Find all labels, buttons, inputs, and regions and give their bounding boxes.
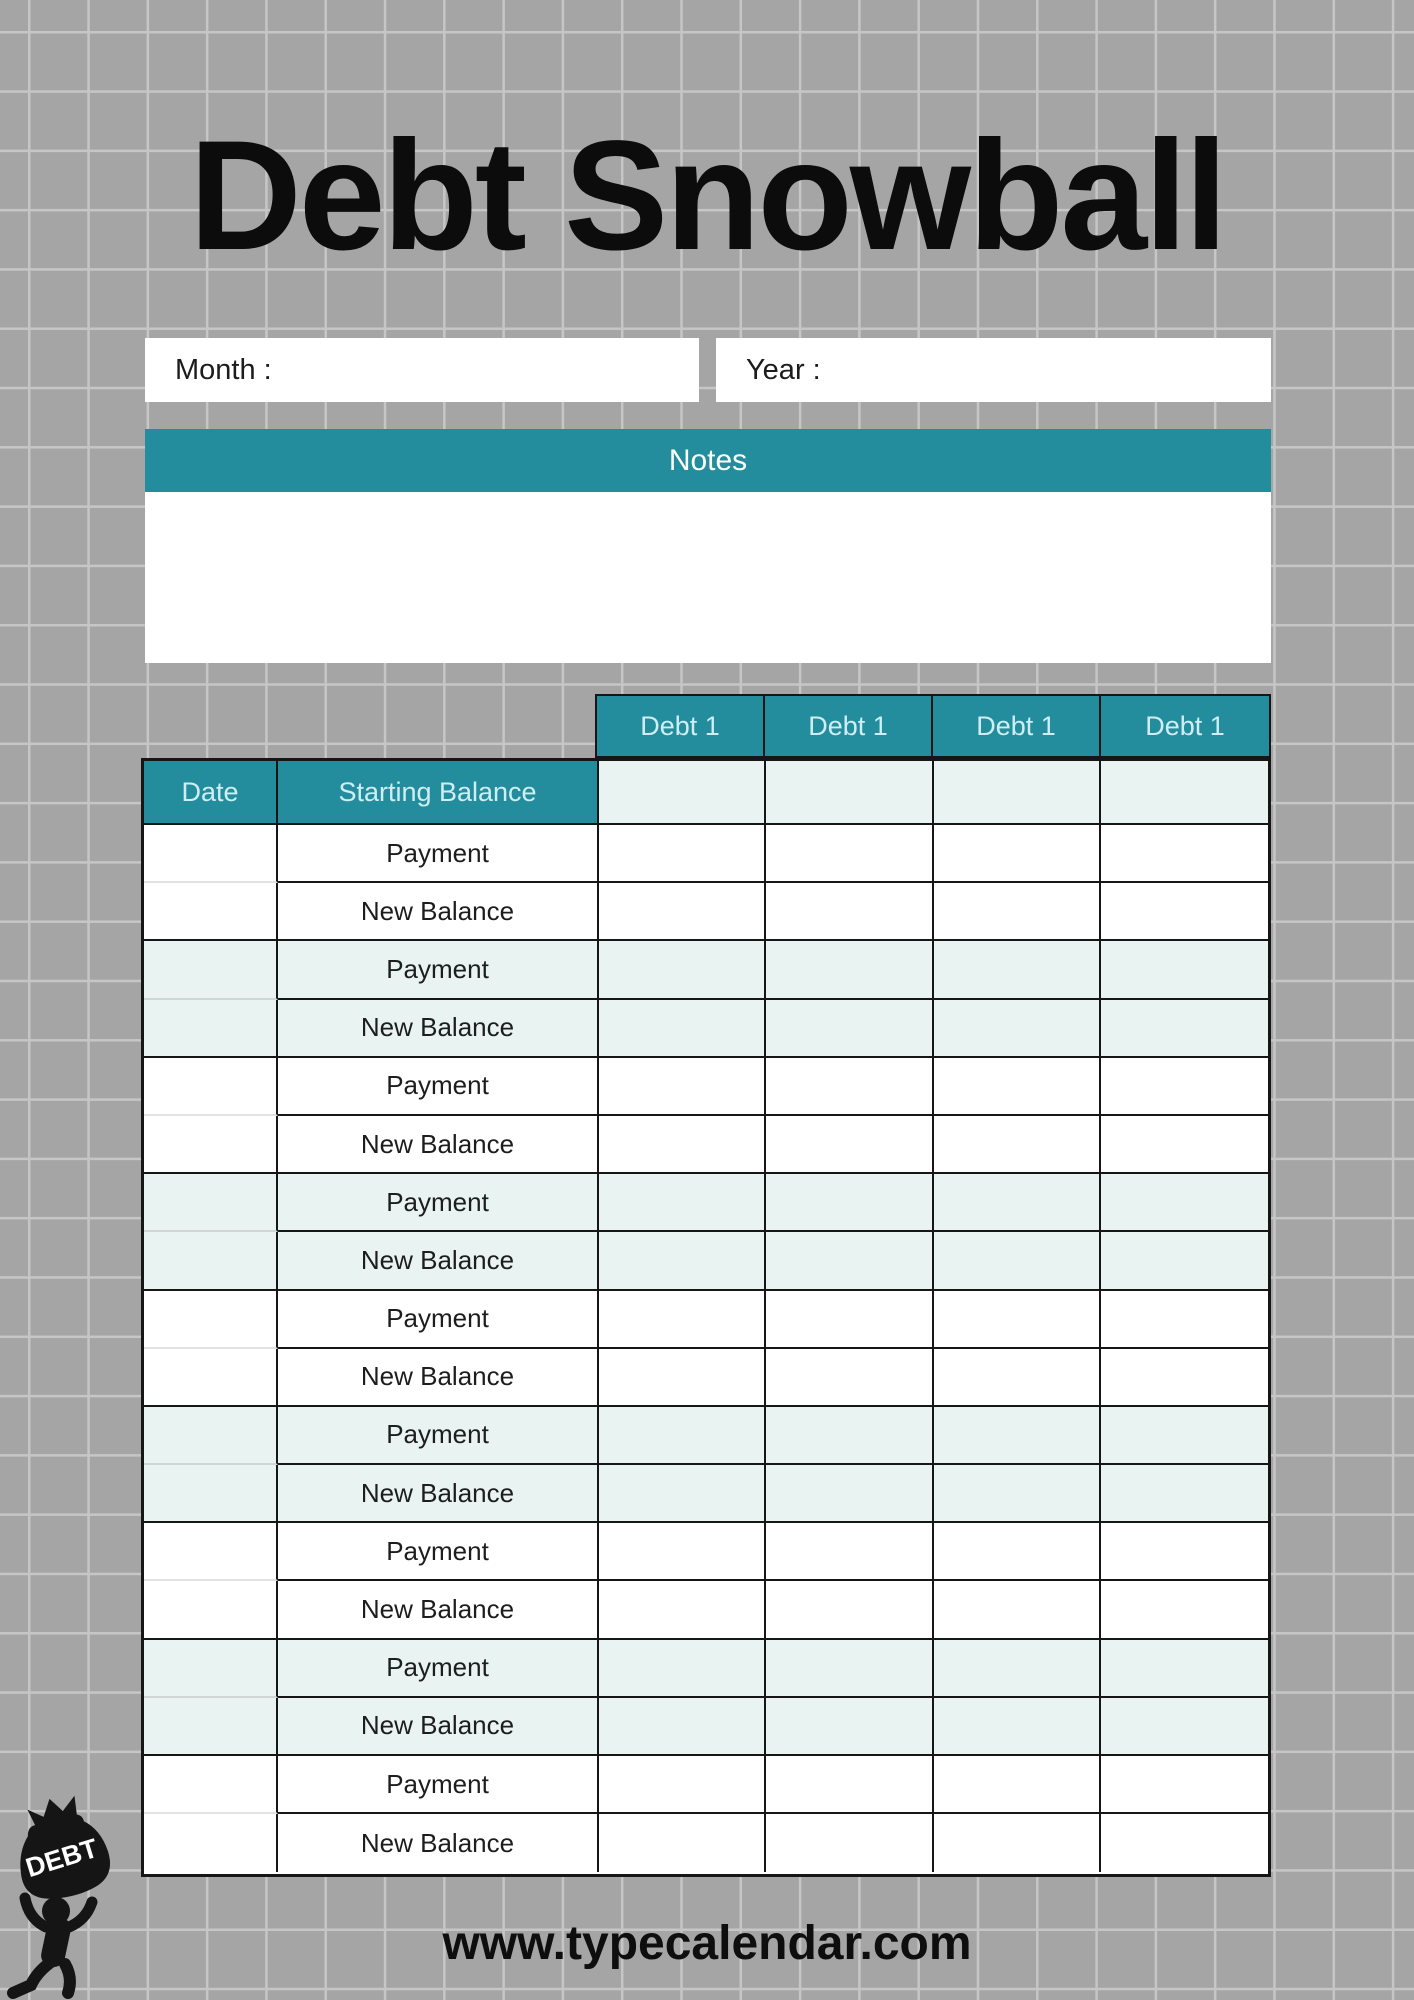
row-label: New Balance <box>278 883 599 941</box>
debt-value-cell[interactable] <box>934 1756 1101 1814</box>
debt-value-cell[interactable] <box>934 1058 1101 1116</box>
debt-value-cell[interactable] <box>599 1756 766 1814</box>
debt-value-cell[interactable] <box>1101 1814 1268 1872</box>
date-cell[interactable] <box>144 883 278 941</box>
row-label: Payment <box>278 1640 599 1698</box>
debt-value-cell[interactable] <box>599 1116 766 1174</box>
month-label: Month : <box>175 354 272 386</box>
starting-balance-cell[interactable] <box>1101 761 1268 825</box>
debt-value-cell[interactable] <box>599 883 766 941</box>
year-label: Year : <box>746 354 821 386</box>
notes-input-area[interactable] <box>145 492 1271 663</box>
starting-balance-cell[interactable] <box>934 761 1101 825</box>
debt-column-header: Debt 1 <box>933 696 1101 756</box>
debt-value-cell[interactable] <box>1101 1407 1268 1465</box>
debt-value-cell[interactable] <box>599 1523 766 1581</box>
debt-value-cell[interactable] <box>599 1291 766 1349</box>
debt-column-header: Debt 1 <box>765 696 933 756</box>
debt-value-cell[interactable] <box>1101 1756 1268 1814</box>
debt-value-cell[interactable] <box>766 1058 933 1116</box>
debt-value-cell[interactable] <box>766 1000 933 1058</box>
date-cell[interactable] <box>144 1465 278 1523</box>
debt-value-cell[interactable] <box>1101 1581 1268 1639</box>
debt-column-header: Debt 1 <box>597 696 765 756</box>
row-label: Payment <box>278 1174 599 1232</box>
row-label: Payment <box>278 1407 599 1465</box>
row-label: New Balance <box>278 1698 599 1756</box>
debt-value-cell[interactable] <box>766 825 933 883</box>
debt-value-cell[interactable] <box>934 1000 1101 1058</box>
debt-value-cell[interactable] <box>934 1349 1101 1407</box>
debt-value-cell[interactable] <box>599 1232 766 1290</box>
date-cell[interactable] <box>144 825 278 883</box>
website-link: www.typecalendar.com <box>442 1917 972 1970</box>
debt-value-cell[interactable] <box>1101 1232 1268 1290</box>
debt-value-cell[interactable] <box>599 941 766 999</box>
row-label: New Balance <box>278 1349 599 1407</box>
year-field[interactable] <box>716 338 1271 402</box>
debt-value-cell[interactable] <box>934 1814 1101 1872</box>
debt-bag-icon <box>6 1793 114 2000</box>
debt-value-cell[interactable] <box>766 1232 933 1290</box>
row-label: Payment <box>278 1756 599 1814</box>
date-cell[interactable] <box>144 1581 278 1639</box>
date-cell[interactable] <box>144 1291 278 1349</box>
date-cell[interactable] <box>144 1698 278 1756</box>
debt-value-cell[interactable] <box>766 1581 933 1639</box>
starting-balance-header: Starting Balance <box>278 761 599 825</box>
debt-value-cell[interactable] <box>1101 941 1268 999</box>
debt-value-cell[interactable] <box>766 1756 933 1814</box>
row-label: Payment <box>278 825 599 883</box>
date-cell[interactable] <box>144 1174 278 1232</box>
debt-value-cell[interactable] <box>934 1232 1101 1290</box>
date-cell[interactable] <box>144 1640 278 1698</box>
row-label: New Balance <box>278 1465 599 1523</box>
debt-value-cell[interactable] <box>599 1640 766 1698</box>
debt-value-cell[interactable] <box>1101 1523 1268 1581</box>
row-label: Payment <box>278 1291 599 1349</box>
starting-balance-cell[interactable] <box>599 761 766 825</box>
date-cell[interactable] <box>144 1232 278 1290</box>
date-column-header: Date <box>144 761 278 825</box>
debt-value-cell[interactable] <box>934 883 1101 941</box>
row-label: Payment <box>278 941 599 999</box>
debt-value-cell[interactable] <box>599 1698 766 1756</box>
debt-value-cell[interactable] <box>1101 1640 1268 1698</box>
row-label: New Balance <box>278 1581 599 1639</box>
debt-value-cell[interactable] <box>766 1465 933 1523</box>
page-title: Debt Snowball <box>189 109 1225 283</box>
debt-table <box>141 758 1271 1877</box>
debt-value-cell[interactable] <box>766 941 933 999</box>
debt-value-cell[interactable] <box>766 1116 933 1174</box>
date-cell[interactable] <box>144 1000 278 1058</box>
debt-value-cell[interactable] <box>599 1000 766 1058</box>
debt-value-cell[interactable] <box>766 1174 933 1232</box>
date-cell[interactable] <box>144 1349 278 1407</box>
debt-value-cell[interactable] <box>934 1581 1101 1639</box>
debt-value-cell[interactable] <box>766 1523 933 1581</box>
debt-value-cell[interactable] <box>599 1058 766 1116</box>
debt-value-cell[interactable] <box>599 1174 766 1232</box>
debt-value-cell[interactable] <box>934 1174 1101 1232</box>
date-cell[interactable] <box>144 1814 278 1872</box>
date-cell[interactable] <box>144 1523 278 1581</box>
debt-value-cell[interactable] <box>1101 1349 1268 1407</box>
debt-value-cell[interactable] <box>599 1407 766 1465</box>
debt-value-cell[interactable] <box>766 1814 933 1872</box>
month-field[interactable] <box>145 338 699 402</box>
debt-value-cell[interactable] <box>934 941 1101 999</box>
debt-value-cell[interactable] <box>599 1814 766 1872</box>
debt-value-cell[interactable] <box>1101 1465 1268 1523</box>
debt-value-cell[interactable] <box>1101 1058 1268 1116</box>
row-label: Payment <box>278 1058 599 1116</box>
debt-value-cell[interactable] <box>599 1465 766 1523</box>
row-label: Payment <box>278 1523 599 1581</box>
debt-bag-text: DEBT <box>22 1832 102 1884</box>
date-cell[interactable] <box>144 1407 278 1465</box>
debt-value-cell[interactable] <box>766 1349 933 1407</box>
row-label: New Balance <box>278 1000 599 1058</box>
debt-value-cell[interactable] <box>1101 825 1268 883</box>
row-label: New Balance <box>278 1232 599 1290</box>
debt-value-cell[interactable] <box>934 1407 1101 1465</box>
debt-value-cell[interactable] <box>1101 883 1268 941</box>
row-label: New Balance <box>278 1814 599 1872</box>
debt-value-cell[interactable] <box>1101 1291 1268 1349</box>
date-cell[interactable] <box>144 1058 278 1116</box>
debt-value-cell[interactable] <box>766 1407 933 1465</box>
debt-value-cell[interactable] <box>934 1465 1101 1523</box>
starting-balance-cell[interactable] <box>766 761 933 825</box>
debt-value-cell[interactable] <box>934 1291 1101 1349</box>
debt-value-cell[interactable] <box>934 1640 1101 1698</box>
debt-value-cell[interactable] <box>934 1116 1101 1174</box>
date-cell[interactable] <box>144 1116 278 1174</box>
debt-value-cell[interactable] <box>599 1581 766 1639</box>
row-label: New Balance <box>278 1116 599 1174</box>
notes-label: Notes <box>668 443 748 477</box>
date-cell[interactable] <box>144 1756 278 1814</box>
debt-value-cell[interactable] <box>766 1698 933 1756</box>
debt-value-cell[interactable] <box>599 825 766 883</box>
debt-value-cell[interactable] <box>766 1640 933 1698</box>
date-cell[interactable] <box>144 941 278 999</box>
debt-value-cell[interactable] <box>934 825 1101 883</box>
notes-header <box>145 429 1271 492</box>
debt-value-cell[interactable] <box>766 1291 933 1349</box>
debt-value-cell[interactable] <box>1101 1174 1268 1232</box>
debt-value-cell[interactable] <box>766 883 933 941</box>
debt-value-cell[interactable] <box>1101 1116 1268 1174</box>
debt-value-cell[interactable] <box>1101 1698 1268 1756</box>
debt-column-header: Debt 1 <box>1145 710 1225 741</box>
debt-value-cell[interactable] <box>934 1523 1101 1581</box>
debt-value-cell[interactable] <box>1101 1000 1268 1058</box>
debt-value-cell[interactable] <box>599 1349 766 1407</box>
debt-value-cell[interactable] <box>934 1698 1101 1756</box>
debt-header-row <box>595 694 1271 758</box>
